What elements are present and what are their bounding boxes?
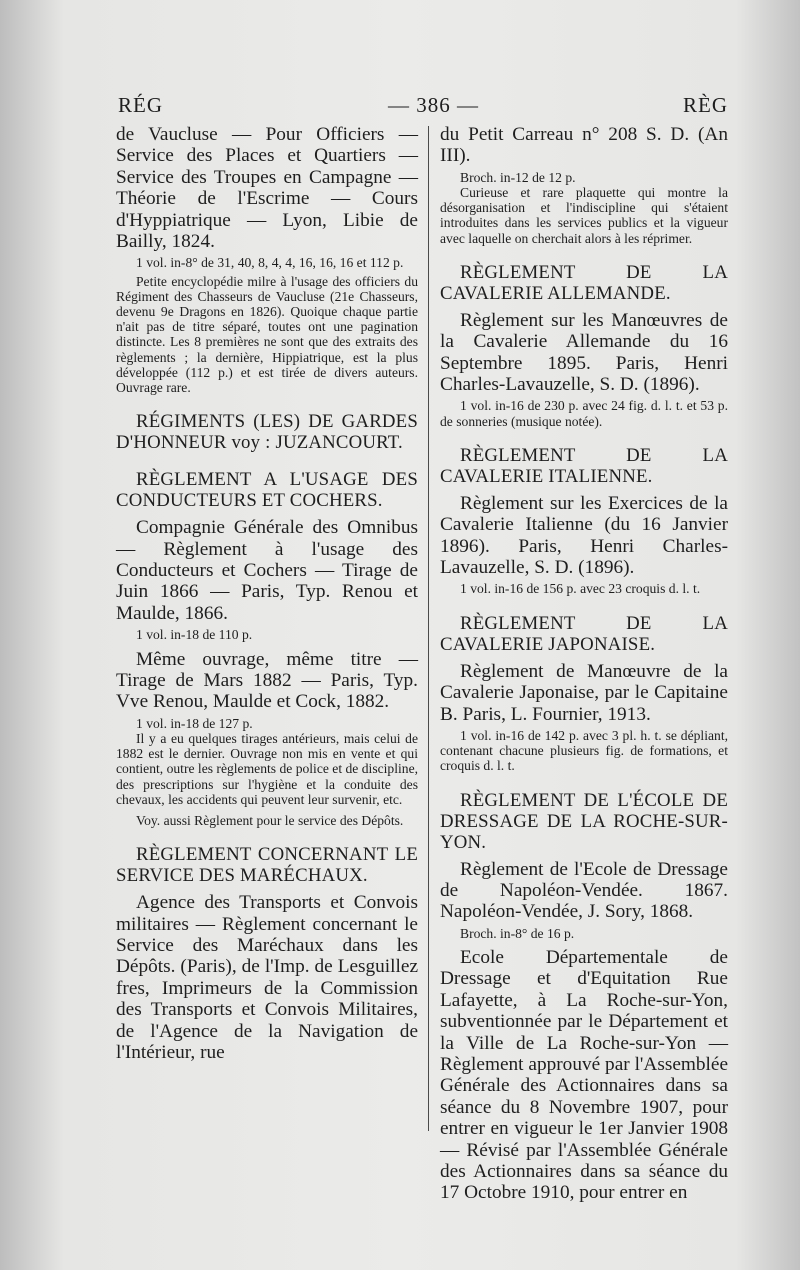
entry-text: Règlement de l'Ecole de Dressage de Napoléon-Vendée. 1867. Napoléon-Vendée, J. Sory, 1868. — [440, 858, 728, 923]
entry-text: Ecole Départementale de Dressage et d'Equitation Rue Lafayette, à La Roche-sur-Yon, subventionnée par le Département et la Ville de La Roche-sur-Yon — Règlement approuvé par l'Assemblée Générale des Actionnaires dans sa séance du 8 Novembre 1907, pour entrer en vigueur le 1er Janvier 1908 — Révisé par l'Assemblée Générale des Actionnaires dans sa séance du 17 Octobre 1910, pour entrer en — [440, 946, 728, 1204]
entry-heading: RÈGLEMENT CONCERNANT LE SERVICE DES MARÉCHAUX. — [116, 844, 418, 887]
entry-text: Agence des Transports et Convois militaires — Règlement concernant le Service des Maréchaux dans les Dépôts. (Paris), de l'Imp. de Lesguillez fres, Imprimeurs de la Commission des Transports et Convois Militaires, de l'Agence de la Navigation de l'Intérieur, rue — [116, 892, 418, 1063]
entry-text: Règlement sur les Manœuvres de la Cavalerie Allemande du 16 Septembre 1895. Paris, Henri Charles-Lavauzelle, S. D. (1896). — [440, 309, 728, 396]
header-left: RÉG — [118, 93, 163, 117]
entry-text: Règlement de Manœuvre de la Cavalerie Japonaise, par le Capitaine B. Paris, L. Fournier, 1913. — [440, 660, 728, 725]
entry-format: 1 vol. in-18 de 127 p. — [136, 715, 253, 731]
entry-heading: RÈGLEMENT DE LA CAVALERIE JAPONAISE. — [440, 612, 728, 655]
running-header — [118, 93, 728, 123]
entry-format: Broch. in-8° de 16 p. — [460, 925, 575, 941]
entry-text: du Petit Carreau n° 208 S. D. (An III). — [440, 124, 728, 167]
entry-text: Règlement sur les Exercices de la Cavalerie Italienne (du 16 Janvier 1896). Paris, Henri Charles-Lavauzelle, S. D. (1896). — [440, 492, 728, 579]
entry-note: Petite encyclopédie milre à l'usage des officiers du Régiment des Chasseurs de Vaucluse (21e Chasseurs, devenu 9e Dragons en 1826). Quoique chaque partie n'ait pas de titre séparé, toutes ont une pagination distincte. Les 8 premières ne sont que des extraits des règlements ; la dernière, Hippiatrique, est la plus développée (112 p.) et est tirée de divers auteurs. Ouvrage rare. — [116, 273, 418, 396]
entry-note: Curieuse et rare plaquette qui montre la désorganisation et l'indiscipline qui s'étaient introduites dans les services publics et la vigueur avec laquelle on cherchait alors à les réprimer. — [440, 185, 728, 246]
entry-heading: RÈGLEMENT DE L'ÉCOLE DE DRESSAGE DE LA ROCHE-SUR-YON. — [440, 789, 728, 853]
page-number: — 386 — — [388, 93, 479, 117]
see-also: Voy. aussi Règlement pour le service des Dépôts. — [136, 812, 404, 828]
header-right: RÈG — [683, 93, 728, 117]
entry-format: 1 vol. in-16 de 230 p. avec 24 fig. d. l. t. et 53 p. de sonneries (musique notée). — [440, 398, 728, 429]
right-column — [440, 124, 728, 1204]
entry-note: Il y a eu quelques tirages antérieurs, mais celui de 1882 est le dernier. Ouvrage non mis en vente et qui contient, outre les règlements de police et de discipline, des prescriptions sur l'hygiène et la conduite des chevaux, les accidents qui peuvent leur survenir, etc. — [116, 730, 418, 807]
entry-format: 1 vol. in-8° de 31, 40, 8, 4, 4, 16, 16, 16 et 112 p. — [136, 255, 404, 271]
entry-text: Compagnie Générale des Omnibus — Règlement à l'usage des Conducteurs et Cochers — Tirage de Juin 1866 — Paris, Typ. Renou et Maulde, 1866. — [116, 517, 418, 624]
entry-format: Broch. in-12 de 12 p. — [460, 169, 576, 185]
entry-heading: RÉGIMENTS (LES) DE GARDES D'HONNEUR voy : JUZANCOURT. — [116, 411, 418, 454]
entry-format: 1 vol. in-16 de 142 p. avec 3 pl. h. t. se dépliant, contenant chacune plusieurs fig. de formations, et croquis d. l. t. — [440, 727, 728, 774]
entry-heading: RÈGLEMENT A L'USAGE DES CONDUCTEURS ET COCHERS. — [116, 469, 418, 512]
entry-heading: RÈGLEMENT DE LA CAVALERIE ITALIENNE. — [440, 444, 728, 487]
entry-format: 1 vol. in-16 de 156 p. avec 23 croquis d. l. t. — [460, 581, 701, 597]
entry-text: Même ouvrage, même titre — Tirage de Mars 1882 — Paris, Typ. Vve Renou, Maulde et Cock, 1882. — [116, 648, 418, 713]
left-column — [116, 124, 418, 1063]
column-divider — [428, 126, 429, 1131]
entry-format: 1 vol. in-18 de 110 p. — [136, 627, 253, 643]
entry-heading: RÈGLEMENT DE LA CAVALERIE ALLEMANDE. — [440, 261, 728, 304]
entry-text: de Vaucluse — Pour Officiers — Service des Places et Quartiers — Service des Troupes en Campagne — Théorie de l'Escrime — Cours d'Hyppiatrique — Lyon, Libie de Bailly, 1824. — [116, 124, 418, 253]
